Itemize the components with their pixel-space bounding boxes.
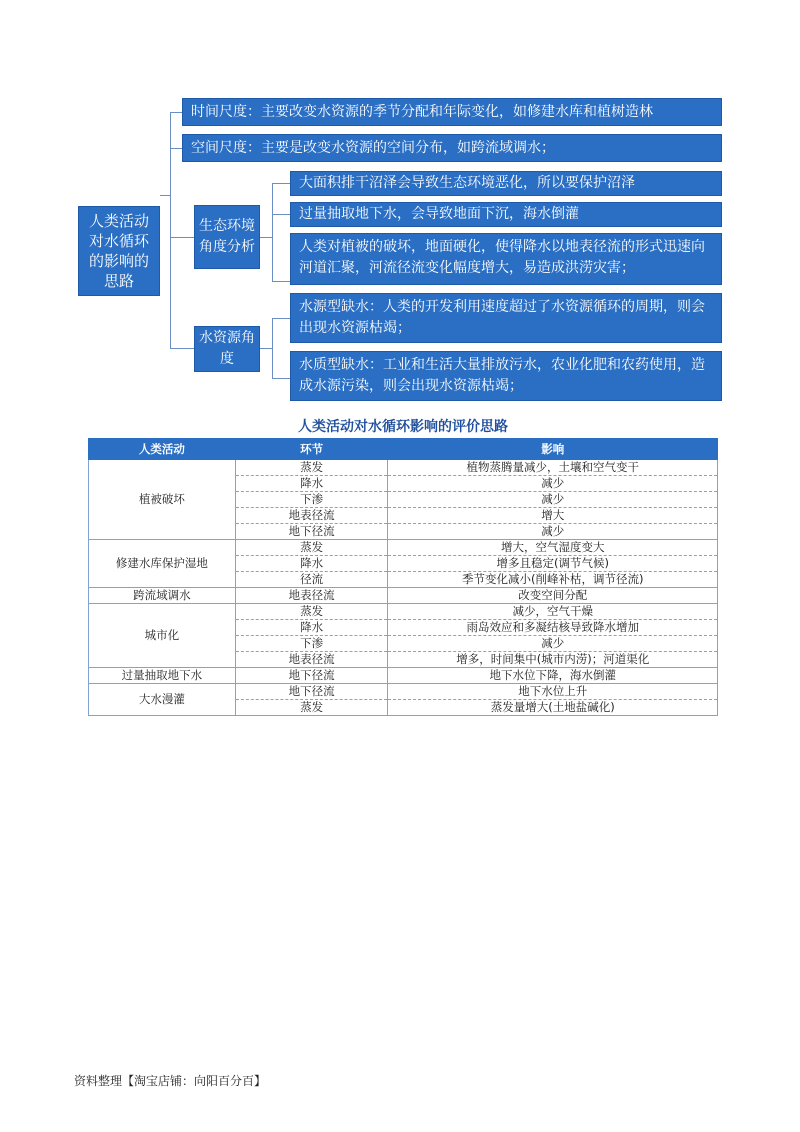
link-cell: 地表径流 [235, 508, 388, 524]
activity-cell: 过量抽取地下水 [89, 668, 236, 684]
eco-angle-node: 生态环境角度分析 [194, 205, 260, 269]
effect-cell: 减少 [388, 524, 718, 540]
table-row [89, 540, 718, 556]
effect-cell: 植物蒸腾量减少，土壤和空气变干 [388, 460, 718, 476]
link-cell: 下渗 [235, 636, 388, 652]
effect-cell: 增大，空气湿度变大 [388, 540, 718, 556]
effect-cell: 改变空间分配 [388, 588, 718, 604]
link-cell: 降水 [235, 556, 388, 572]
effect-cell: 雨岛效应和多凝结核导致降水增加 [388, 620, 718, 636]
header-activity: 人类活动 [89, 439, 236, 460]
effect-cell: 减少，空气干燥 [388, 604, 718, 620]
connector [170, 348, 194, 349]
table-row [89, 684, 718, 700]
table-title: 人类活动对水循环影响的评价思路 [298, 419, 508, 435]
connector [272, 183, 273, 281]
effect-cell: 蒸发量增大(土地盐碱化) [388, 700, 718, 716]
effect-cell: 地下水位上升 [388, 684, 718, 700]
eco-item: 大面积排干沼泽会导致生态环境恶化，所以要保护沼泽 [290, 171, 722, 196]
connector [272, 183, 290, 184]
effect-cell: 减少 [388, 492, 718, 508]
link-cell: 地表径流 [235, 588, 388, 604]
effect-cell: 增多，时间集中(城市内涝)；河道渠化 [388, 652, 718, 668]
link-cell: 蒸发 [235, 604, 388, 620]
activity-cell: 跨流域调水 [89, 588, 236, 604]
effect-cell: 地下水位下降，海水倒灌 [388, 668, 718, 684]
connector [170, 112, 182, 113]
table-row [89, 588, 718, 604]
connector [170, 148, 182, 149]
effect-cell: 增多且稳定(调节气候) [388, 556, 718, 572]
link-cell: 蒸发 [235, 540, 388, 556]
link-cell: 地下径流 [235, 524, 388, 540]
link-cell: 降水 [235, 620, 388, 636]
link-cell: 地表径流 [235, 652, 388, 668]
table-row [89, 604, 718, 620]
table-header-row [89, 439, 718, 460]
water-item: 水源型缺水：人类的开发利用速度超过了水资源循环的周期，则会出现水资源枯竭； [290, 293, 722, 343]
activity-cell: 植被破坏 [89, 460, 236, 540]
link-cell: 地下径流 [235, 684, 388, 700]
activity-cell: 大水漫灌 [89, 684, 236, 716]
mind-map [72, 92, 732, 408]
connector [160, 195, 170, 196]
effect-cell: 减少 [388, 636, 718, 652]
evaluation-table [88, 438, 718, 716]
effect-cell: 季节变化减小(削峰补枯，调节径流) [388, 572, 718, 588]
link-cell: 地下径流 [235, 668, 388, 684]
link-cell: 径流 [235, 572, 388, 588]
connector [272, 318, 273, 378]
effect-cell: 增大 [388, 508, 718, 524]
water-angle-node: 水资源角度 [194, 326, 260, 372]
header-link: 环节 [235, 439, 388, 460]
activity-cell: 城市化 [89, 604, 236, 668]
root-node: 人类活动对水循环的影响的思路 [78, 206, 160, 296]
activity-cell: 修建水库保护湿地 [89, 540, 236, 588]
link-cell: 蒸发 [235, 700, 388, 716]
water-item: 水质型缺水：工业和生活大量排放污水，农业化肥和农药使用，造成水源污染，则会出现水资源枯竭； [290, 351, 722, 401]
connector [272, 378, 290, 379]
connector [272, 214, 290, 215]
link-cell: 蒸发 [235, 460, 388, 476]
space-scale-node: 空间尺度：主要是改变水资源的空间分布，如跨流域调水； [182, 134, 722, 162]
table-row [89, 460, 718, 476]
header-effect: 影响 [388, 439, 718, 460]
connector [272, 281, 290, 282]
table-row [89, 668, 718, 684]
link-cell: 下渗 [235, 492, 388, 508]
time-scale-node: 时间尺度：主要改变水资源的季节分配和年际变化，如修建水库和植树造林 [182, 98, 722, 126]
link-cell: 降水 [235, 476, 388, 492]
eco-item: 过量抽取地下水，会导致地面下沉，海水倒灌 [290, 202, 722, 227]
connector [260, 237, 272, 238]
connector [260, 348, 272, 349]
effect-cell: 减少 [388, 476, 718, 492]
eco-item: 人类对植被的破坏，地面硬化，使得降水以地表径流的形式迅速向河道汇聚，河流径流变化幅度增大，易造成洪涝灾害； [290, 233, 722, 285]
footer-note: 资料整理【淘宝店铺：向阳百分百】 [74, 1074, 267, 1088]
connector [272, 318, 290, 319]
connector [170, 237, 194, 238]
